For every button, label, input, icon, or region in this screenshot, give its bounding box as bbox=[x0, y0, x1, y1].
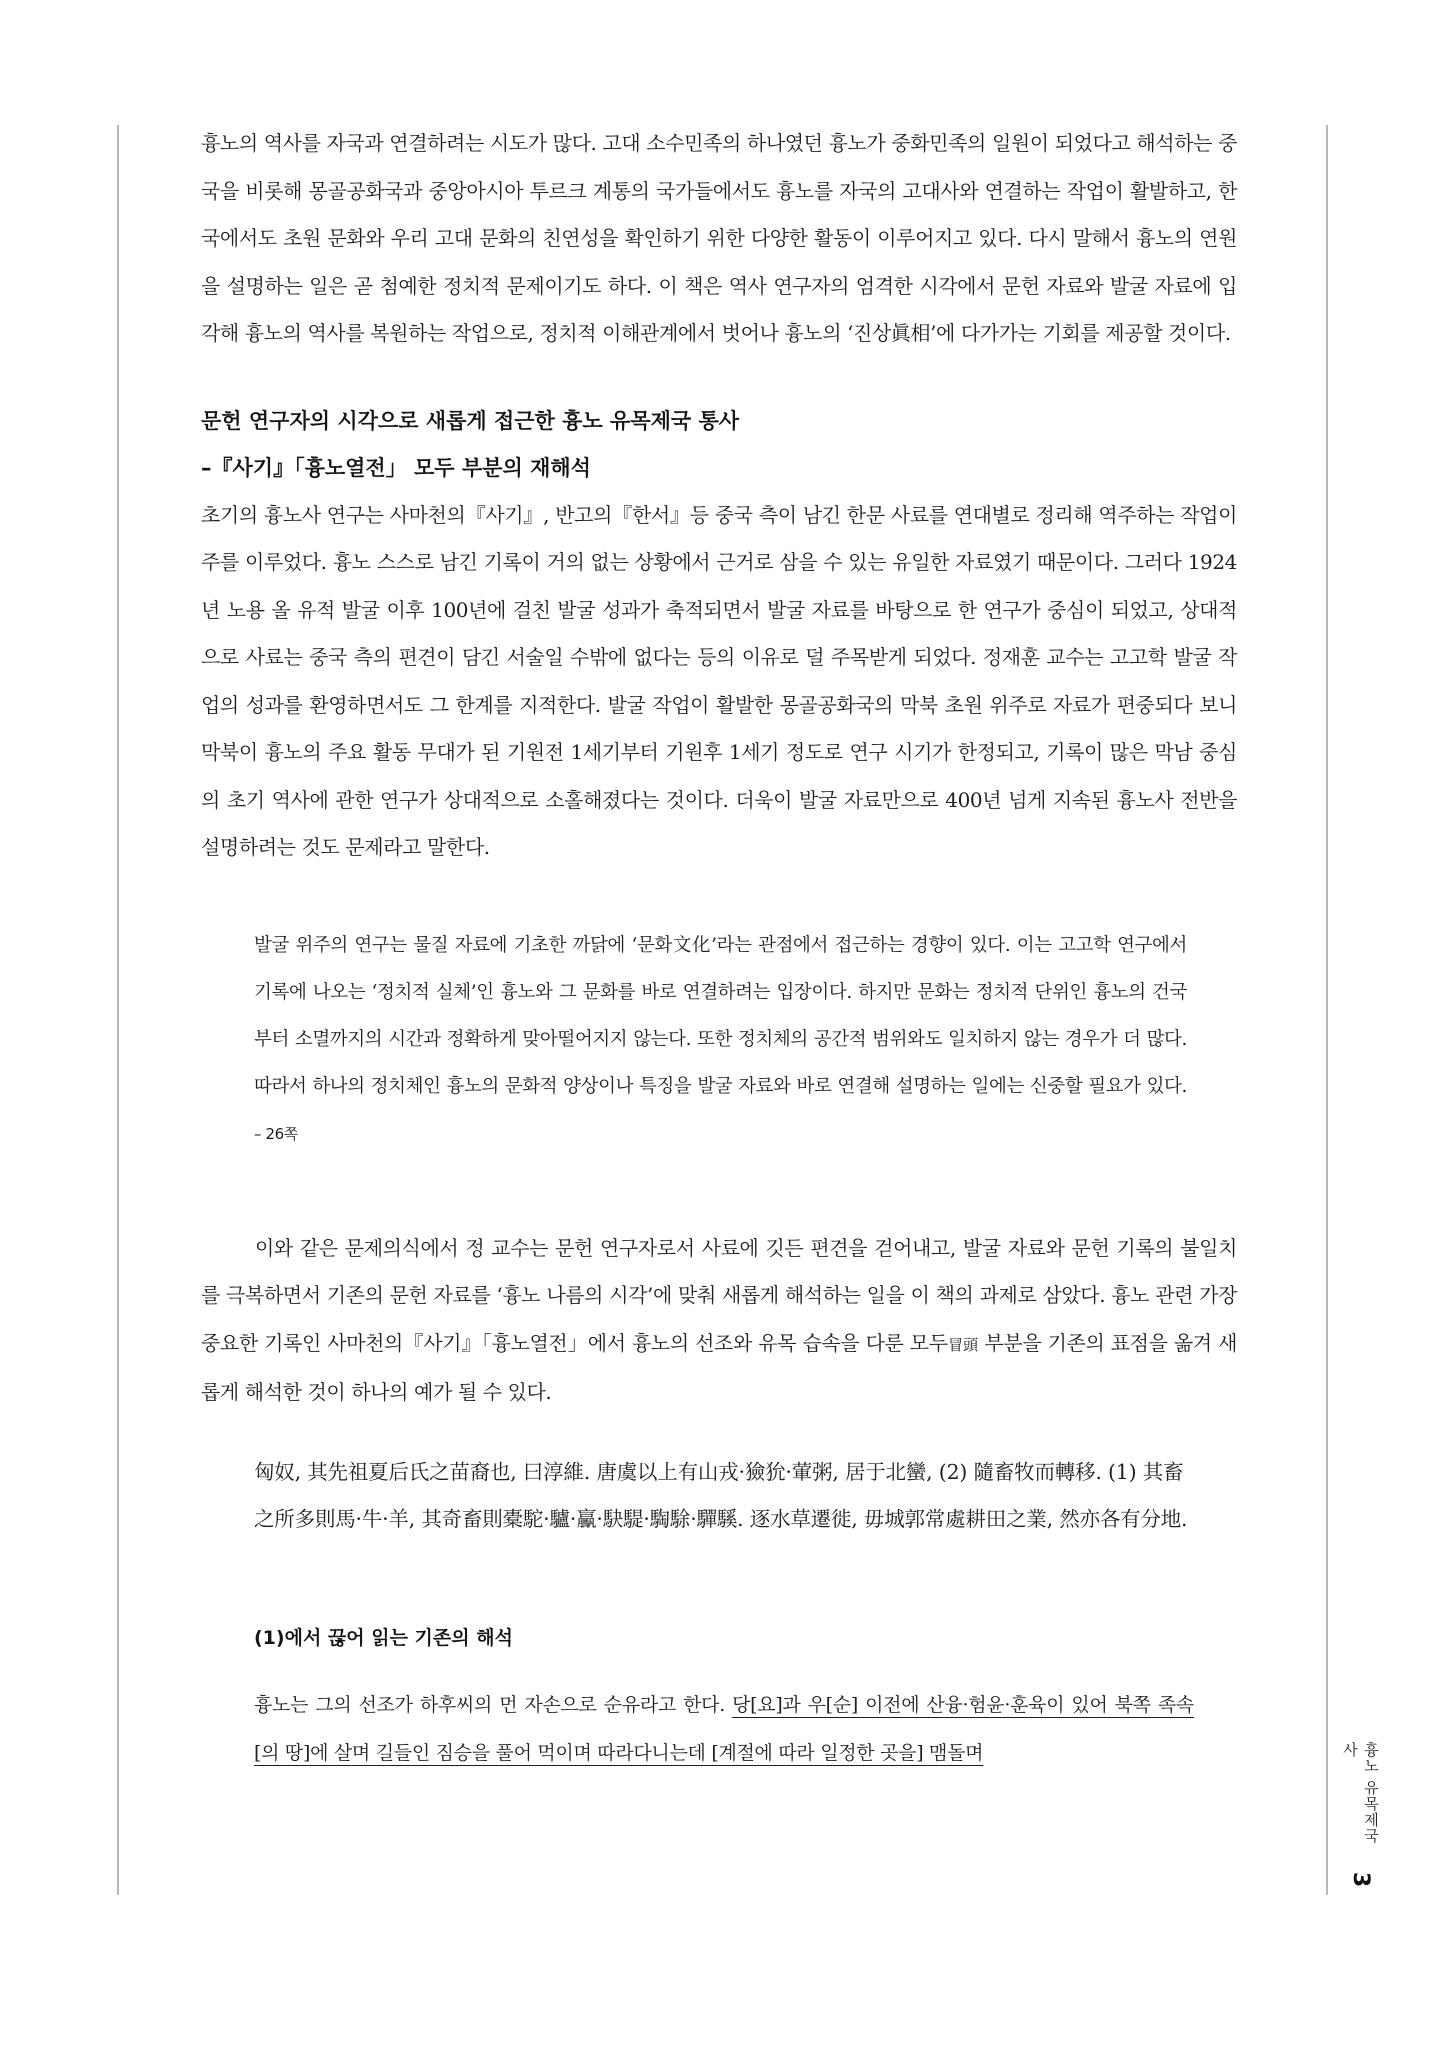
interp-plain: 흉노는 그의 선조가 하후씨의 먼 자손으로 순유라고 한다. bbox=[254, 1694, 733, 1716]
section-subheading: –『사기』「흉노열전」 모두 부분의 재해석 bbox=[201, 455, 591, 480]
section-heading: 문헌 연구자의 시각으로 새롭게 접근한 흉노 유목제국 통사 bbox=[201, 408, 740, 433]
page-body bbox=[201, 120, 1237, 1796]
page-number: 3 bbox=[1348, 1871, 1374, 1888]
book-title: 흉노 유목제국사 bbox=[1341, 1742, 1380, 1844]
interp-underlined: 당[요]과 우[순] 이전에 산융·험윤·훈육이 있어 북쪽 족속[의 땅]에 살며 길들인 짐승을 풀어 먹이며 따라다니는데 [계절에 따라 일정한 곳을] 맴돌며 bbox=[254, 1694, 1194, 1764]
page-footer bbox=[1341, 1742, 1381, 1892]
block-quote bbox=[254, 922, 1187, 1158]
left-margin-rule bbox=[117, 125, 119, 1895]
interpretation-text bbox=[254, 1681, 1194, 1777]
para3-text: 이와 같은 문제의식에서 정 교수는 문헌 연구자로서 사료에 깃든 편견을 걷어내고, 발굴 자료와 문헌 기록의 불일치를 극복하면서 기존의 문헌 자료를 ‘흉노 나름의 시각’에 맞춰 새롭게 해석하는 일을 이 책의 과제로 삼았다. 흉노 관련 가장 중요한 기록인 사마천의『사기』「흉노열전」에서 흉노의 선조와 유목 습속을 다룬 모두 bbox=[201, 1235, 1237, 1355]
quote-citation: – 26쪽 bbox=[254, 1125, 298, 1143]
para3-note: 冒頭 bbox=[947, 1335, 979, 1354]
body-paragraph-3 bbox=[201, 1225, 1237, 1417]
interpretation-heading: (1)에서 끊어 읽는 기존의 해석 bbox=[254, 1627, 513, 1649]
body-paragraph-2: 초기의 흉노사 연구는 사마천의『사기』, 반고의『한서』등 중국 측이 남긴 한문 사료를 연대별로 정리해 역주하는 작업이 주를 이루었다. 흉노 스스로 남긴 기록이 거의 없는 상황에서 근거로 삼을 수 있는 유일한 자료였기 때문이다. 그러다 1924년 노용 올 유적 발굴 이후 100년에 걸친 발굴 성과가 축적되면서 발굴 자료를 바탕으로 한 연구가 중심이 되었고, 상대적으로 사료는 중국 측의 편견이 담긴 서술일 수밖에 없다는 등의 이유로 덜 주목받게 되었다. 정재훈 교수는 고고학 발굴 작업의 성과를 환영하면서도 그 한계를 지적한다. 발굴 작업이 활발한 몽골공화국의 막북 초원 위주로 자료가 편중되다 보니 막북이 흉노의 주요 활동 무대가 된 기원전 1세기부터 기원후 1세기 정도로 연구 시기가 한정되고, 기록이 많은 막남 중심의 초기 역사에 관한 연구가 상대적으로 소홀해졌다는 것이다. 더욱이 발굴 자료만으로 400년 넘게 지속된 흉노사 전반을 설명하려는 것도 문제라고 말한다. bbox=[201, 502, 1237, 859]
para3-end: 부분을 기존의 표점을 옮겨 새롭게 해석한 것이 하나의 예가 될 수 있다. bbox=[201, 1330, 1238, 1404]
quote-text: 발굴 위주의 연구는 물질 자료에 기초한 까닭에 ‘문화文化’라는 관점에서 접근하는 경향이 있다. 이는 고고학 연구에서 기록에 나오는 ‘정치적 실체’인 흉노와 그 문화를 바로 연결하려는 입장이다. 하지만 문화는 정치적 단위인 흉노의 건국부터 소멸까지의 시간과 정확하게 맞아떨어지지 않는다. 또한 정치체의 공간적 범위와도 일치하지 않는 경우가 더 많다. 따라서 하나의 정치체인 흉노의 문화적 양상이나 특징을 발굴 자료와 바로 연결해 설명하는 일에는 신중할 필요가 있다. bbox=[254, 935, 1187, 1097]
right-margin-rule bbox=[1326, 125, 1328, 1895]
intro-paragraph: 흉노의 역사를 자국과 연결하려는 시도가 많다. 고대 소수민족의 하나였던 흉노가 중화민족의 일원이 되었다고 해석하는 중국을 비롯해 몽골공화국과 중앙아시아 투르크 계통의 국가들에서도 흉노를 자국의 고대사와 연결하는 작업이 활발하고, 한국에서도 초원 문화와 우리 고대 문화의 친연성을 확인하기 위한 다양한 활동이 이루어지고 있다. 다시 말해서 흉노의 연원을 설명하는 일은 곧 첨예한 정치적 문제이기도 하다. 이 책은 역사 연구자의 엄격한 시각에서 문헌 자료와 발굴 자료에 입각해 흉노의 역사를 복원하는 작업으로, 정치적 이해관계에서 벗어나 흉노의 ‘진상眞相’에 다가가는 기회를 제공할 것이다. bbox=[201, 131, 1237, 345]
classical-chinese-excerpt: 匈奴, 其先祖夏后氏之苗裔也, 曰淳維. 唐虞以上有山戎·獫狁·葷粥, 居于北蠻, (2) 隨畜牧而轉移. (1) 其畜之所多則馬·牛·羊, 其奇畜則橐駝·驢·驘·駃騠·騊駼·驒騱. 逐水草遷徙, 毋城郭常處耕田之業, 然亦各有分地. bbox=[254, 1459, 1188, 1531]
